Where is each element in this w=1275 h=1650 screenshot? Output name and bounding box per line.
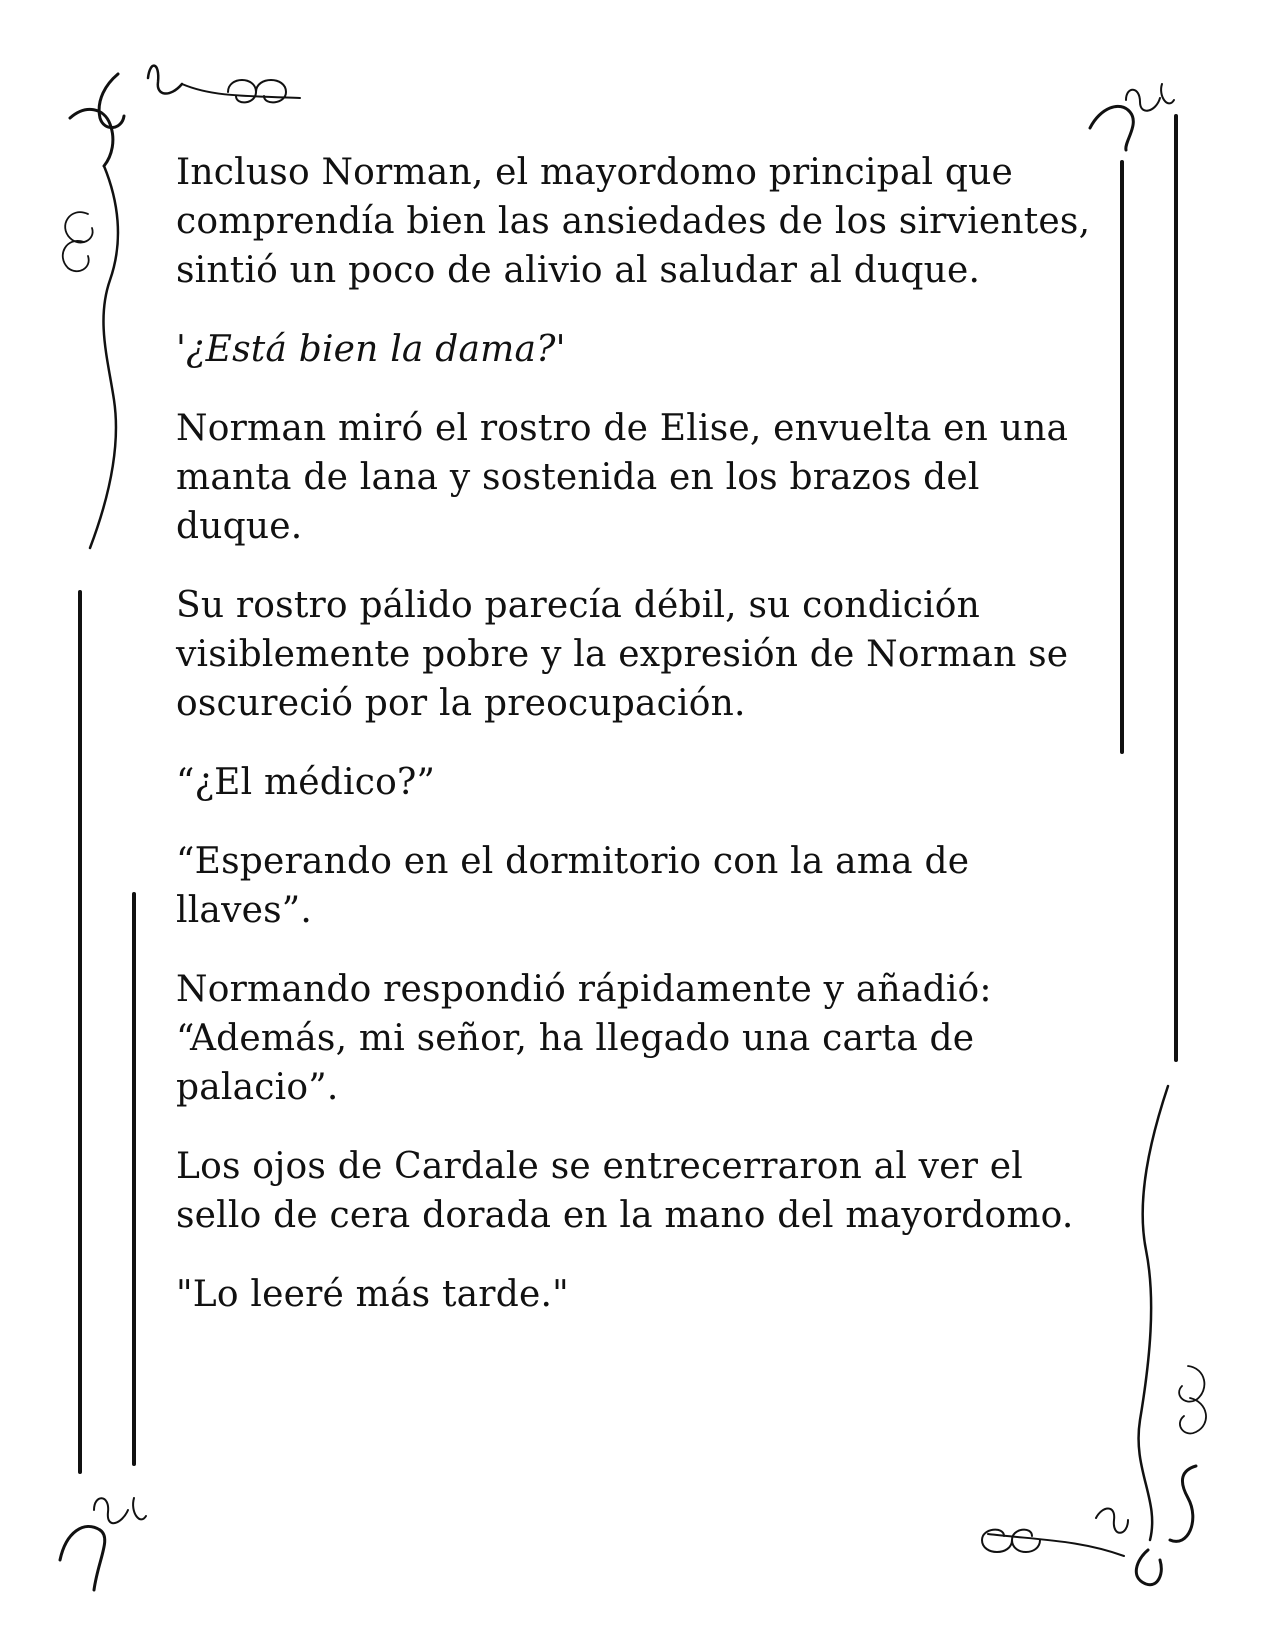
bottom-left-flourish (60, 1498, 146, 1590)
paragraph-2-thought: '¿Está bien la dama?' (176, 329, 566, 370)
paragraph-1: Incluso Norman, el mayordomo principal que comprendía bien las ansiedades de los sirvientes, sintió un poco de alivio al saludar al duque. (176, 152, 1091, 291)
paragraph-4: Su rostro pálido parecía débil, su condición visiblemente pobre y la expresión de Norman se oscureció por la preocupación. (176, 585, 1069, 724)
paragraph-6-dialogue: “Esperando en el dormitorio con la ama de llaves”. (176, 841, 970, 931)
paragraph-8: Los ojos de Cardale se entrecerraron al ver el sello de cera dorada en la mano del mayordomo. (176, 1146, 1074, 1236)
body-text (176, 148, 1106, 1349)
top-right-flourish (1090, 84, 1174, 150)
paragraph-9-dialogue: "Lo leeré más tarde." (176, 1274, 569, 1315)
paragraph-3: Norman miró el rostro de Elise, envuelta en una manta de lana y sostenida en los brazos del duque. (176, 408, 1069, 547)
paragraph-7: Normando respondió rápidamente y añadió: “Además, mi señor, ha llegado una carta de palacio”. (176, 969, 992, 1108)
paragraph-5-dialogue: “¿El médico?” (176, 762, 436, 803)
